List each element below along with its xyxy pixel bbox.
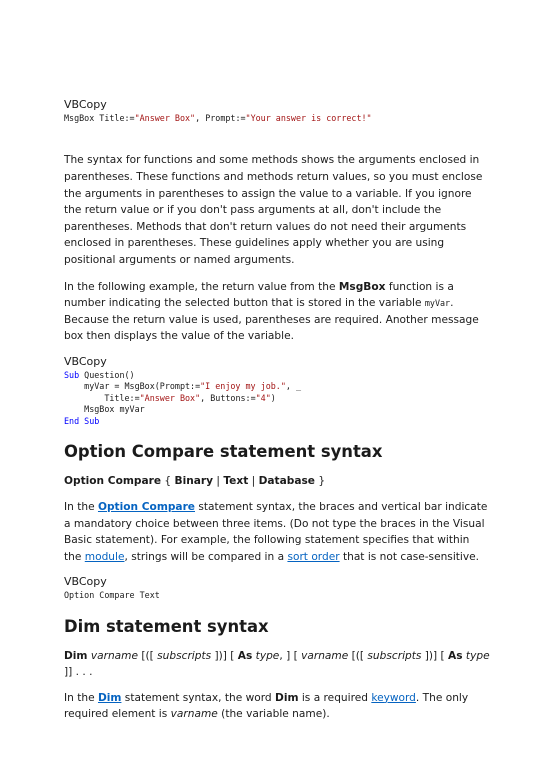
code-language-label: VBCopy: [64, 354, 107, 368]
paragraph-parentheses: The syntax for functions and some methods shows the arguments enclosed in parentheses. These functions and methods return values, so you must enclose the arguments in parentheses to assign the value to a variable. If you ignore the return value or if you don't pass arguments at all, don't include the parentheses. Methods that don't return values do not need their arguments enclosed in parentheses. These guidelines apply whether you are using positional arguments or named arguments.: [64, 154, 483, 266]
link-keyword[interactable]: keyword: [371, 691, 416, 704]
code-text[interactable]: [64, 113, 490, 124]
varname-italic: varname: [170, 708, 218, 721]
code-language-label: VBCopy: [64, 98, 107, 111]
inline-code: myVar: [424, 298, 451, 309]
section-heading-option-compare: Option Compare statement syntax: [64, 441, 383, 461]
code-text[interactable]: Option Compare Text: [64, 590, 160, 601]
code-string: "Answer Box": [134, 113, 196, 123]
link-module[interactable]: module: [84, 550, 125, 563]
msgbox-bold: MsgBox: [338, 280, 386, 293]
document-page: [64, 98, 490, 723]
section-heading-dim: Dim statement syntax: [64, 616, 269, 636]
link-sort-order[interactable]: sort order: [287, 550, 340, 563]
code-block-2: [64, 355, 490, 427]
code-block-1: [64, 98, 490, 124]
code-keyword: End Sub: [64, 415, 100, 426]
code-text[interactable]: Sub Question() myVar = MsgBox(Prompt:="I enjoy my job.", _ Title:="Answer Box", Buttons:="4") MsgBox myVar End Sub: [64, 369, 301, 426]
code-string: "4": [255, 392, 271, 403]
paragraph-option-compare: In the Option Compare statement syntax, the braces and vertical bar indicate a mandatory choice between three items. (Do not type the braces in the Visual Basic statement). For example, the following statement specifies that within the module, strings will be compared in a sort order that is not case-sensitive.: [64, 500, 488, 563]
code-string: "Your answer is correct!": [245, 113, 372, 123]
link-dim[interactable]: Dim: [97, 691, 122, 704]
paragraph-dim: In the Dim statement syntax, the word Dim is a required keyword. The only required element is varname (the variable name).: [64, 691, 469, 721]
code-token: , Prompt:=: [195, 113, 246, 123]
code-string: "I enjoy my job.": [200, 381, 286, 392]
dim-bold: Dim: [275, 691, 299, 704]
link-option-compare[interactable]: Option Compare: [97, 500, 195, 513]
code-keyword: Sub: [64, 369, 80, 380]
code-language-label: VBCopy: [64, 575, 107, 589]
code-string: "Answer Box": [139, 392, 201, 403]
syntax-option-compare: Option Compare { Binary | Text | Database }: [64, 474, 326, 487]
code-block-3: [64, 575, 490, 601]
syntax-dim: Dim varname [([ subscripts ])] [ As type, ] [ varname [([ subscripts ])] [ As type ]] . . .: [64, 649, 490, 678]
code-token: MsgBox Title:=: [64, 113, 135, 123]
paragraph-msgbox-example: In the following example, the return value from the MsgBox function is a number indicating the selected button that is stored in the variable myVar. Because the return value is used, parentheses are required. Another message box then displays the value of the variable.: [64, 280, 479, 343]
